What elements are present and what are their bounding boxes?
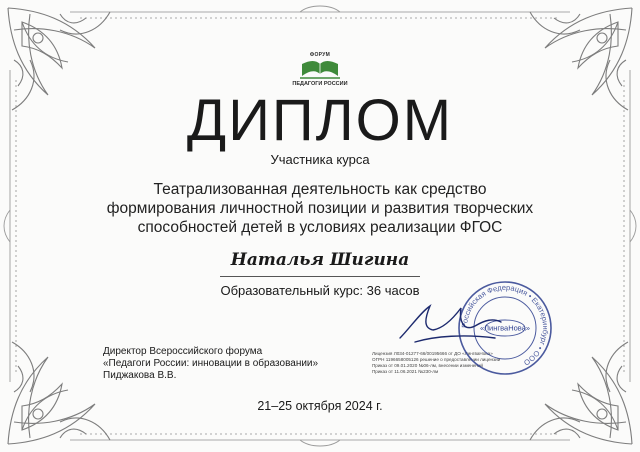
director-line: «Педагоги России: инновации в образовании» bbox=[103, 358, 319, 369]
logo-top-text: ФОРУМ bbox=[309, 52, 331, 58]
diploma-subtitle: Участника курса bbox=[270, 152, 370, 167]
logo-bottom-text: ПЕДАГОГИ РОССИИ bbox=[292, 81, 348, 87]
course-line: формирования личностной позиции и развития творческих bbox=[106, 200, 534, 217]
director-line: Пиджакова В.В. bbox=[103, 370, 177, 381]
signature bbox=[395, 298, 505, 348]
license-line: Приказ от 09.01.2020 №06-лм, внесении изменений bbox=[372, 363, 483, 368]
license-line: Лицензия Л034-01277-66/00195666 от ДО «ЛингваНова» bbox=[372, 351, 493, 356]
license-line: ОГРН 1196658005126 решение о предоставлении лицензии bbox=[372, 357, 501, 362]
director-block bbox=[103, 346, 363, 382]
diploma-title: ДИПЛОМ bbox=[186, 88, 454, 153]
course-line: способностей детей в условиях реализации ФГОС bbox=[137, 219, 503, 236]
forum-logo bbox=[290, 50, 350, 90]
course-name bbox=[100, 180, 540, 237]
stamp-ring-text: Российская Федерация • Екатеринбург • ООО bbox=[459, 282, 551, 368]
license-line: Приказ от 11.06.2021 №230-лм bbox=[372, 369, 439, 374]
course-hours: Образовательный курс: 36 часов bbox=[220, 283, 420, 298]
recipient-underline bbox=[220, 276, 420, 277]
issue-date: 21–25 октября 2024 г. bbox=[257, 399, 383, 413]
director-line: Директор Всероссийского форума bbox=[103, 346, 263, 357]
course-line: Театрализованная деятельность как средство bbox=[153, 181, 487, 198]
recipient-name: Наталья Шигина bbox=[230, 250, 410, 270]
stamp-center-text: «ЛингваНова» bbox=[479, 323, 531, 333]
